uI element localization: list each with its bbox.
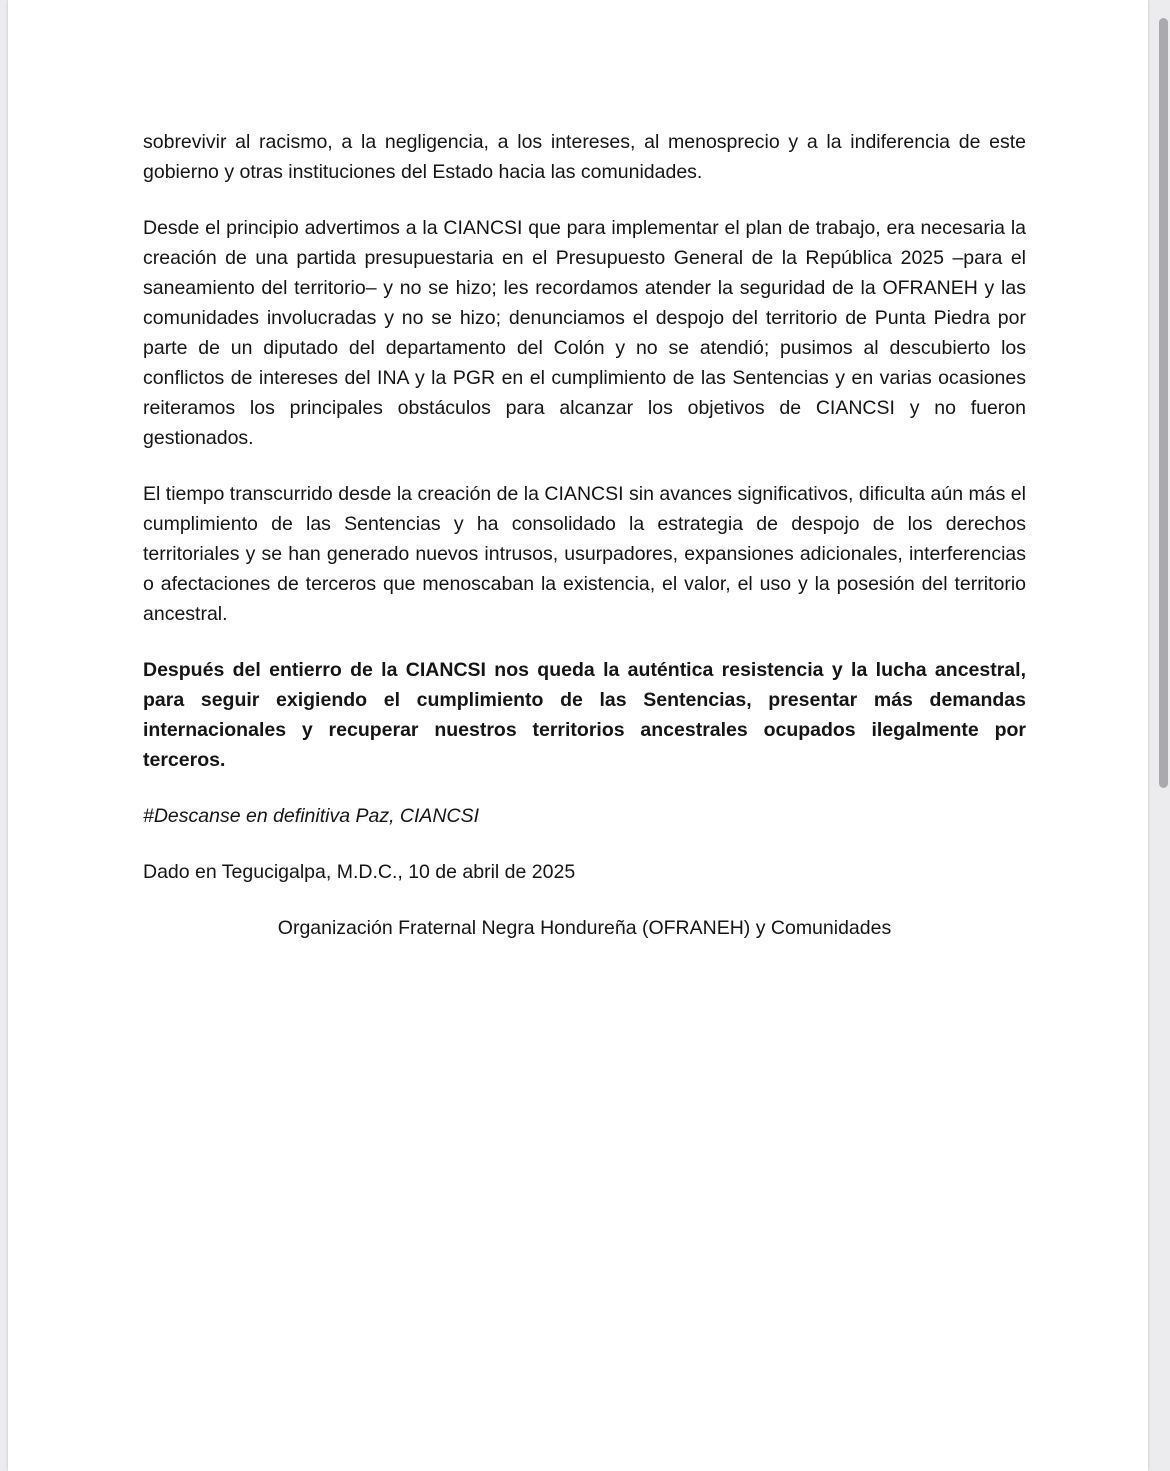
paragraph-1: sobrevivir al racismo, a la negligencia, a los intereses, al menosprecio y a la indiferencia de este gobierno y otras instituciones del Estado hacia las comunidades. [143, 131, 1026, 183]
paragraph-2: Desde el principio advertimos a la CIANCSI que para implementar el plan de trabajo, era necesaria la creación de una partida presupuestaria en el Presupuesto General de la República 2025 –para el saneamiento del territorio– y no se hizo; les recordamos atender la seguridad de la OFRANEH y las comunidades involucradas y no se hizo; denunciamos el despojo del territorio de Punta Piedra por parte de un diputado del departamento del Colón y no se atendió; pusimos al descubierto los conflictos de intereses del INA y la PGR en el cumplimiento de las Sentencias y en varias ocasiones reiteramos los principales obstáculos para alcanzar los objetivos de CIANCSI y no fueron gestionados. [143, 217, 1026, 449]
signature-line: Organización Fraternal Negra Hondureña (OFRANEH) y Comunidades [277, 917, 892, 939]
bold-statement-paragraph: Después del entierro de la CIANCSI nos queda la auténtica resistencia y la lucha ancestral, para seguir exigiendo el cumplimiento de las Sentencias, presentar más demandas internacionales y recuperar nuestros territorios ancestrales ocupados ilegalmente por terceros. [143, 659, 1026, 771]
hashtag-line: #Descanse en definitiva Paz, CIANCSI [143, 805, 479, 827]
paragraph-3: El tiempo transcurrido desde la creación de la CIANCSI sin avances significativos, dificulta aún más el cumplimiento de las Sentencias y ha consolidado la estrategia de despojo de los derechos territoriales y se han generado nuevos intrusos, usurpadores, expansiones adicionales, interferencias o afectaciones de terceros que menoscaban la existencia, el valor, el uso y la posesión del territorio ancestral. [143, 483, 1026, 625]
date-line: Dado en Tegucigalpa, M.D.C., 10 de abril de 2025 [143, 861, 576, 883]
scrollbar-thumb[interactable] [1159, 18, 1168, 788]
page-content [143, 127, 1026, 943]
document-page [8, 0, 1148, 1471]
